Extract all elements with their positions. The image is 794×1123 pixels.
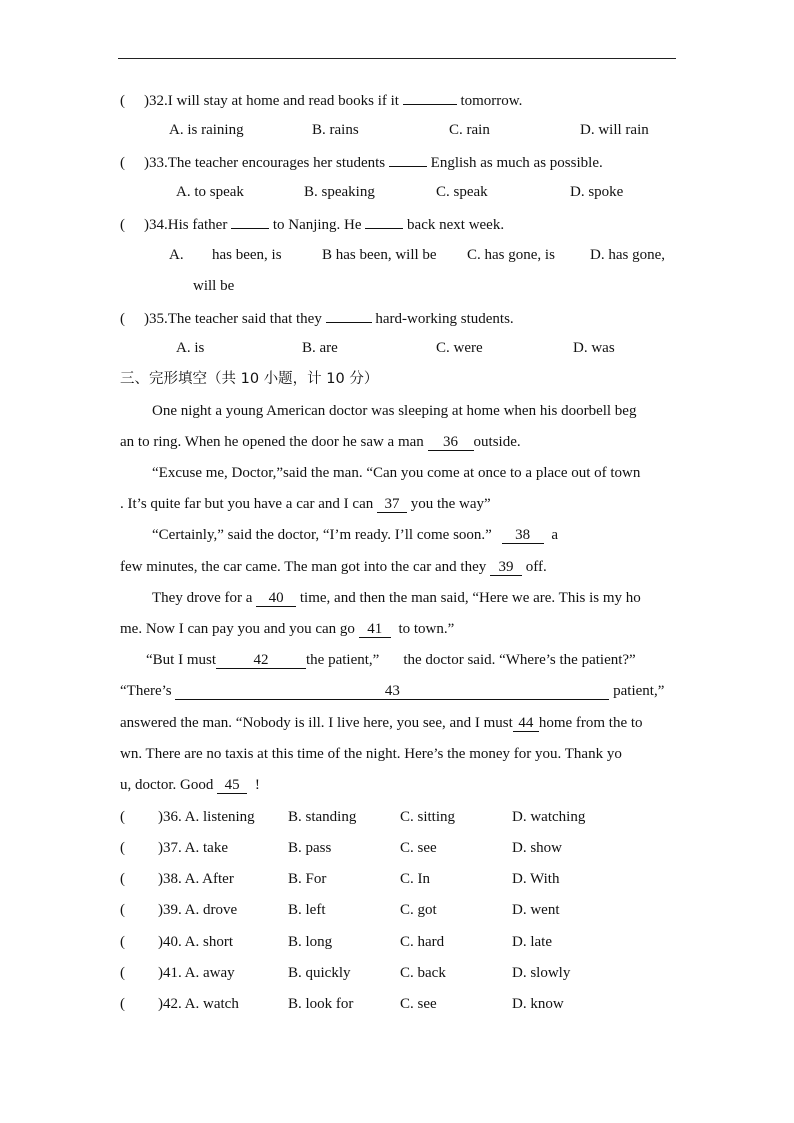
- passage-line: “Certainly,” said the doctor, “I’m ready. I’ll come soon.” 38 a: [152, 527, 558, 543]
- passage-line: me. Now I can pay you and you can go 41 to town.”: [120, 621, 455, 637]
- question-33-stem: ( )33.The teacher encourages her students English as much as possible.: [120, 152, 603, 172]
- question-34-option-a-letter: A.: [169, 247, 184, 263]
- question-32-option-b: B. rains: [312, 122, 359, 138]
- question-35-option-d: D. was: [573, 340, 615, 356]
- cloze-question-39: ( )39. A. drove: [120, 902, 238, 918]
- cloze-option: B. look for: [288, 996, 354, 1012]
- question-32-option-c: C. rain: [449, 122, 490, 138]
- answer-blank: [403, 90, 457, 105]
- header-rule: [118, 58, 676, 59]
- blank-39: 39: [490, 559, 522, 576]
- question-34-stem: ( )34.His father to Nanjing. He back next week.: [120, 214, 504, 234]
- cloze-option: D. know: [512, 996, 564, 1012]
- cloze-option: D. late: [512, 934, 552, 950]
- passage-line: u, doctor. Good 45 !: [120, 777, 260, 793]
- passage-line: an to ring. When he opened the door he saw a man 36 outside.: [120, 434, 521, 450]
- answer-blank: [365, 214, 403, 229]
- question-33-option-c: C. speak: [436, 184, 488, 200]
- passage-line: “But I must 42 the patient,” the doctor said. “Where’s the patient?”: [146, 652, 636, 668]
- cloze-question-40: ( )40. A. short: [120, 934, 233, 950]
- passage-line: few minutes, the car came. The man got into the car and they 39 off.: [120, 559, 547, 575]
- question-32-option-d: D. will rain: [580, 122, 649, 138]
- blank-45: 45: [217, 777, 247, 794]
- blank-43: 43: [175, 683, 609, 700]
- cloze-option: C. see: [400, 840, 437, 856]
- question-33-option-b: B. speaking: [304, 184, 375, 200]
- cloze-option: C. back: [400, 965, 446, 981]
- cloze-option: C. got: [400, 902, 437, 918]
- answer-blank: [231, 214, 269, 229]
- cloze-option: D. went: [512, 902, 560, 918]
- blank-38: 38: [502, 527, 544, 544]
- question-32-stem: ( )32.I will stay at home and read books if it tomorrow.: [120, 90, 522, 110]
- cloze-option: B. long: [288, 934, 333, 950]
- cloze-option: D. slowly: [512, 965, 571, 981]
- passage-line: . It’s quite far but you have a car and I can 37 you the way”: [120, 496, 491, 512]
- question-34-option-d: D. has gone,: [590, 247, 665, 263]
- cloze-option: B. left: [288, 902, 326, 918]
- answer-blank: [389, 152, 427, 167]
- question-34-option-d-cont: will be: [193, 278, 235, 294]
- cloze-question-41: ( )41. A. away: [120, 965, 235, 981]
- cloze-option: D. show: [512, 840, 563, 856]
- cloze-option: B. For: [288, 871, 327, 887]
- answer-bracket: (: [120, 93, 125, 109]
- passage-line: One night a young American doctor was sleeping at home when his doorbell beg: [152, 403, 637, 419]
- cloze-option: B. quickly: [288, 965, 351, 981]
- cloze-question-37: ( )37. A. take: [120, 840, 228, 856]
- cloze-option: C. sitting: [400, 809, 456, 825]
- answer-blank: [326, 308, 372, 323]
- question-33-option-a: A. to speak: [176, 184, 244, 200]
- cloze-option: C. hard: [400, 934, 445, 950]
- cloze-option: C. see: [400, 996, 437, 1012]
- passage-line: “Excuse me, Doctor,”said the man. “Can you come at once to a place out of town: [152, 465, 641, 481]
- question-34-option-b: B has been, will be: [322, 247, 437, 263]
- passage-line: They drove for a 40 time, and then the man said, “Here we are. This is my ho: [152, 590, 641, 606]
- question-35-option-c: C. were: [436, 340, 483, 356]
- cloze-option: C. In: [400, 871, 430, 887]
- cloze-option: B. pass: [288, 840, 332, 856]
- cloze-question-42: ( )42. A. watch: [120, 996, 239, 1012]
- question-32-option-a: A. is raining: [169, 122, 244, 138]
- cloze-question-38: ( )38. A. After: [120, 871, 234, 887]
- cloze-option: D. watching: [512, 809, 586, 825]
- blank-42: 42: [216, 652, 306, 669]
- blank-41: 41: [359, 621, 391, 638]
- cloze-option: D. With: [512, 871, 560, 887]
- question-34-option-a: has been, is: [212, 247, 282, 263]
- cloze-question-36: ( )36. A. listening: [120, 809, 255, 825]
- passage-line: wn. There are no taxis at this time of the night. Here’s the money for you. Thank yo: [120, 746, 622, 762]
- question-33-option-d: D. spoke: [570, 184, 624, 200]
- cloze-option: B. standing: [288, 809, 357, 825]
- blank-44: 44: [513, 715, 539, 732]
- section-title: 三、完形填空（共 10 小题，计 10 分）: [120, 371, 379, 387]
- question-34-option-c: C. has gone, is: [467, 247, 555, 263]
- passage-line: answered the man. “Nobody is ill. I live here, you see, and I must 44 home from the to: [120, 715, 643, 731]
- blank-37: 37: [377, 496, 407, 513]
- passage-line: “There’s 43 patient,”: [120, 683, 665, 699]
- question-35-stem: ( )35.The teacher said that they hard-working students.: [120, 308, 514, 328]
- question-35-option-b: B. are: [302, 340, 338, 356]
- blank-36: 36: [428, 434, 474, 451]
- blank-40: 40: [256, 590, 296, 607]
- question-35-option-a: A. is: [176, 340, 205, 356]
